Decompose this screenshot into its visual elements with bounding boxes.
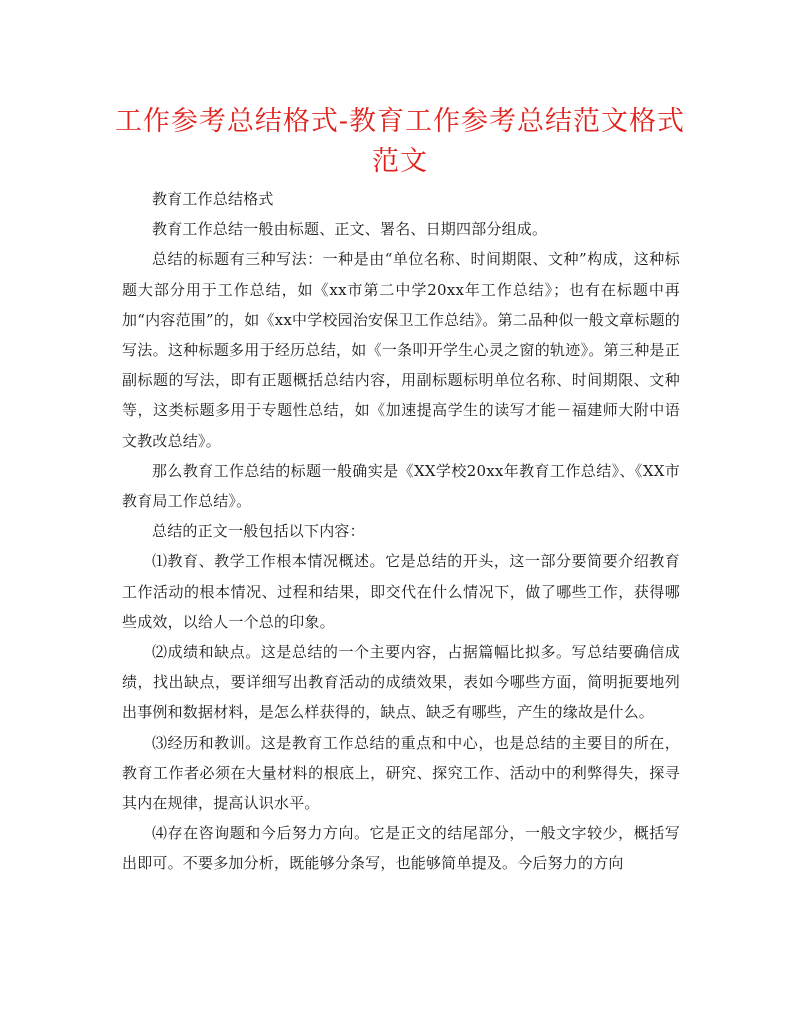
paragraph-item-4: ⑷存在咨询题和今后努力方向。它是正文的结尾部分，一般文字较少，概括写出即可。不要多加分析，既能够分条写，也能够简单提及。今后努力的方向 — [122, 824, 680, 873]
paragraph-title-methods: 总结的标题有三种写法：一种是由“单位名称、时间期限、文种”构成，这种标题大部分用于工作总结，如《xx市第二中学20xx年工作总结》；也有在标题中再加“内容范围”的，如《xx中学校园治安保卫工作总结》。第二品种似一般文章标题的写法。这种标题多用于经历总结，如《一条叩开学生心灵之窗的轨迹》。第三种是正副标题的写法，即有正题概括总结内容，用副标题标明单位名称、时间期限、文种等，这类标题多用于专题性总结，如《加速提高学生的读写才能－福建师大附中语文教改总结》。 — [122, 250, 680, 450]
document-body — [122, 184, 680, 879]
paragraph-item-3: ⑶经历和教训。这是教育工作总结的重点和中心，也是总结的主要目的所在，教育工作者必须在大量材料的根底上，研究、探究工作、活动中的利弊得失，探寻其内在规律，提高认识水平。 — [122, 733, 680, 813]
paragraph-item-1: ⑴教育、教学工作根本情况概述。它是总结的开头，这一部分要简要介绍教育工作活动的根本情况、过程和结果，即交代在什么情况下，做了哪些工作，获得哪些成效，以给人一个总的印象。 — [122, 552, 680, 631]
paragraph-body-contents: 总结的正文一般包括以下内容： — [152, 522, 365, 541]
paragraph-intro: 教育工作总结一般由标题、正文、署名、日期四部分组成。 — [152, 220, 548, 239]
document-title-line-1: 工作参考总结格式-教育工作参考总结范文格式 — [114, 106, 686, 137]
document-title-line-2: 范文 — [372, 146, 428, 177]
paragraph-item-2: ⑵成绩和缺点。这是总结的一个主要内容，占据篇幅比拟多。写总结要确信成绩，找出缺点，要详细写出教育活动的成绩效果，表如今哪些方面，简明扼要地列出事例和数据材料，是怎么样获得的，缺点、缺乏有哪些，产生的缘故是什么。 — [122, 643, 680, 722]
paragraph-heading: 教育工作总结格式 — [152, 190, 274, 208]
paragraph-title-example: 那么教育工作总结的标题一般确实是《XX学校20xx年教育工作总结》、《XX市教育局工作总结》。 — [122, 461, 680, 511]
